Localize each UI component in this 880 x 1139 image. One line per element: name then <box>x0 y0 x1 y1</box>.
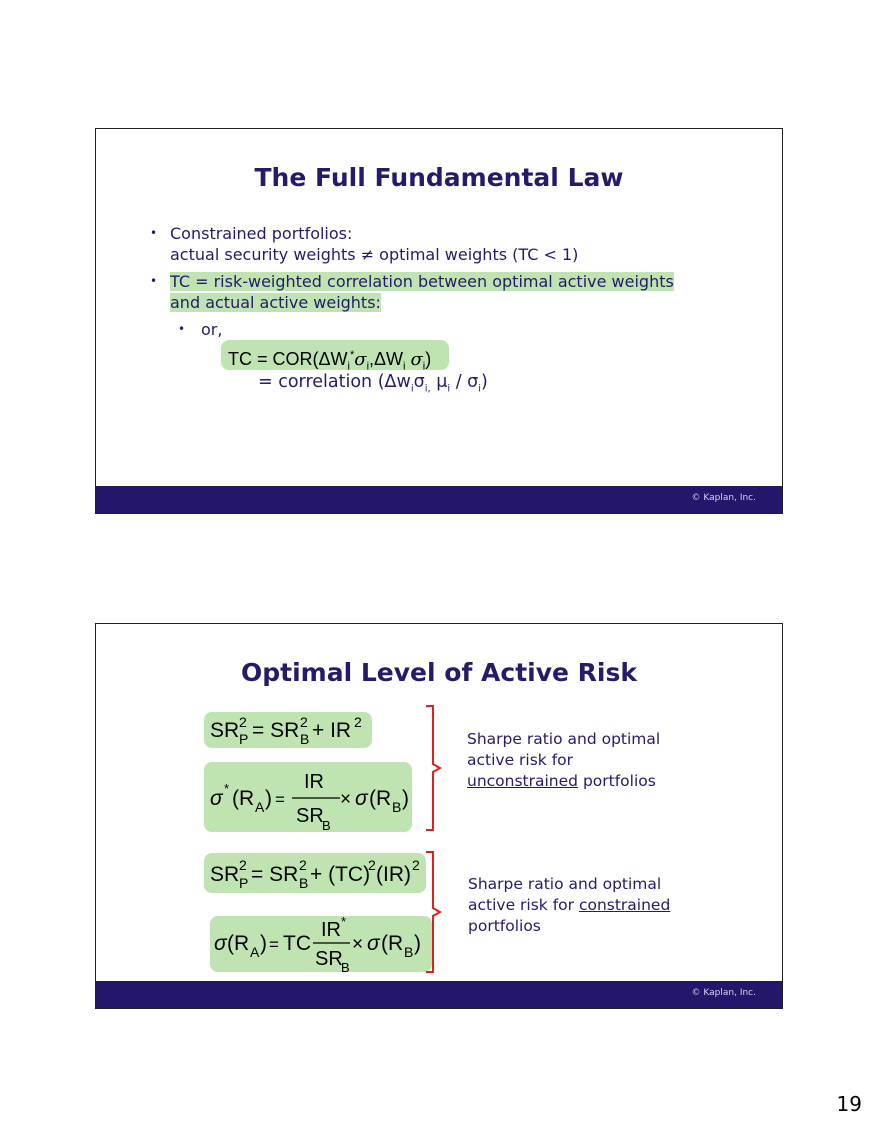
footer-bar <box>96 981 782 1008</box>
svg-text:P: P <box>239 731 249 747</box>
svg-text:P: P <box>239 875 249 891</box>
svg-text:2: 2 <box>412 857 420 873</box>
slide-full-fundamental-law <box>95 128 783 514</box>
bullet-dot-icon: • <box>150 274 158 288</box>
svg-text:B: B <box>404 944 414 960</box>
svg-text:B: B <box>341 960 350 972</box>
slide-title: Optimal Level of Active Risk <box>241 658 637 687</box>
highlighted-text: TC = risk-weighted correlation between optimal active weights <box>170 272 674 291</box>
svg-text:(R: (R <box>381 932 404 955</box>
svg-text:(R: (R <box>232 787 255 810</box>
svg-text:B: B <box>300 731 310 747</box>
formula-active-risk-unconstrained <box>204 762 412 832</box>
bullet-tc-definition <box>146 271 706 313</box>
copyright-text: © Kaplan, Inc. <box>691 988 756 998</box>
formula-sr-constrained <box>204 853 426 893</box>
note-tail: portfolios <box>582 772 656 790</box>
tc-formula: TC = $COR(\Delta W_i^*\sigma_i,\Delta W_i$ $\sigma_i$) <box>221 340 449 370</box>
svg-text:*: * <box>341 916 347 929</box>
bullet-dot-icon: • <box>178 322 186 336</box>
brace-icon <box>424 850 444 974</box>
note-constrained <box>468 874 670 937</box>
svg-text:(R: (R <box>227 932 250 955</box>
svg-text:(IR): (IR) <box>376 863 411 886</box>
svg-text:SR: SR <box>296 805 324 827</box>
svg-text:σ: σ <box>355 787 368 810</box>
svg-text:= SR: = SR <box>252 719 300 742</box>
highlighted-text: and actual active weights: <box>170 293 381 312</box>
svg-text:TC: TC <box>283 932 311 955</box>
svg-text:IR: IR <box>304 771 324 793</box>
note-line: active risk for <box>467 751 574 769</box>
formula-prefix: TC = COR( <box>228 349 319 369</box>
sub-bullet-or <box>146 319 706 340</box>
slide-title: The Full Fundamental Law <box>254 163 624 192</box>
svg-text:): ) <box>402 787 409 810</box>
svg-text:=: = <box>269 935 279 954</box>
svg-text:A: A <box>255 799 265 815</box>
svg-text:2: 2 <box>239 714 247 730</box>
svg-text:IR: IR <box>321 919 341 941</box>
bullet-text-line: Constrained portfolios: <box>170 224 353 243</box>
note-line: Sharpe ratio and optimal <box>467 730 661 748</box>
svg-text:×: × <box>340 789 352 810</box>
footer-bar <box>96 486 782 513</box>
svg-text:+ (TC): + (TC) <box>310 863 371 886</box>
svg-text:+ IR: + IR <box>312 719 352 742</box>
brace-icon <box>424 704 444 832</box>
tc-formula-correlation: = correlation ($\Delta w_i\sigma_{i,}$ $\mu_i / \sigma_i$) <box>258 372 488 395</box>
formula-line2-prefix: = correlation (Δw <box>258 372 411 392</box>
svg-text:σ: σ <box>210 787 223 810</box>
svg-text:*: * <box>224 781 230 796</box>
svg-text:SR: SR <box>315 948 343 970</box>
svg-text:2: 2 <box>300 714 308 730</box>
page-number: 19 <box>836 1092 862 1116</box>
svg-text:SR: SR <box>210 719 240 742</box>
svg-text:= SR: = SR <box>251 863 299 886</box>
svg-text:2: 2 <box>368 857 376 873</box>
formula-active-risk-constrained <box>210 916 432 972</box>
bullet-list <box>146 223 706 340</box>
bullet-constrained <box>146 223 706 265</box>
svg-text:): ) <box>414 932 421 955</box>
svg-text:SR: SR <box>210 863 240 886</box>
svg-text:2: 2 <box>239 857 247 873</box>
svg-text:): ) <box>260 932 267 955</box>
svg-text:A: A <box>250 944 260 960</box>
bullet-dot-icon: • <box>150 226 158 240</box>
svg-text:2: 2 <box>299 857 307 873</box>
note-underlined: constrained <box>578 896 671 914</box>
svg-text:B: B <box>322 818 331 832</box>
slide-optimal-active-risk <box>95 623 783 1009</box>
note-line: portfolios <box>468 917 541 935</box>
note-unconstrained <box>467 729 660 792</box>
svg-text:2: 2 <box>354 714 362 730</box>
svg-text:×: × <box>352 934 364 955</box>
bullet-text-line: actual security weights ≠ optimal weights (TC < 1) <box>170 245 579 264</box>
svg-text:(R: (R <box>369 787 392 810</box>
svg-text:σ: σ <box>367 932 380 955</box>
svg-text:): ) <box>265 787 272 810</box>
note-line: Sharpe ratio and optimal <box>468 875 662 893</box>
copyright-text: © Kaplan, Inc. <box>691 493 756 503</box>
sub-bullet-text: or, <box>201 320 223 339</box>
svg-text:=: = <box>275 790 285 809</box>
svg-text:σ: σ <box>214 932 227 955</box>
svg-text:B: B <box>392 799 402 815</box>
svg-text:B: B <box>299 875 309 891</box>
note-line: active risk for <box>468 896 575 914</box>
formula-sr-unconstrained <box>204 712 372 748</box>
note-underlined: unconstrained <box>467 772 579 790</box>
